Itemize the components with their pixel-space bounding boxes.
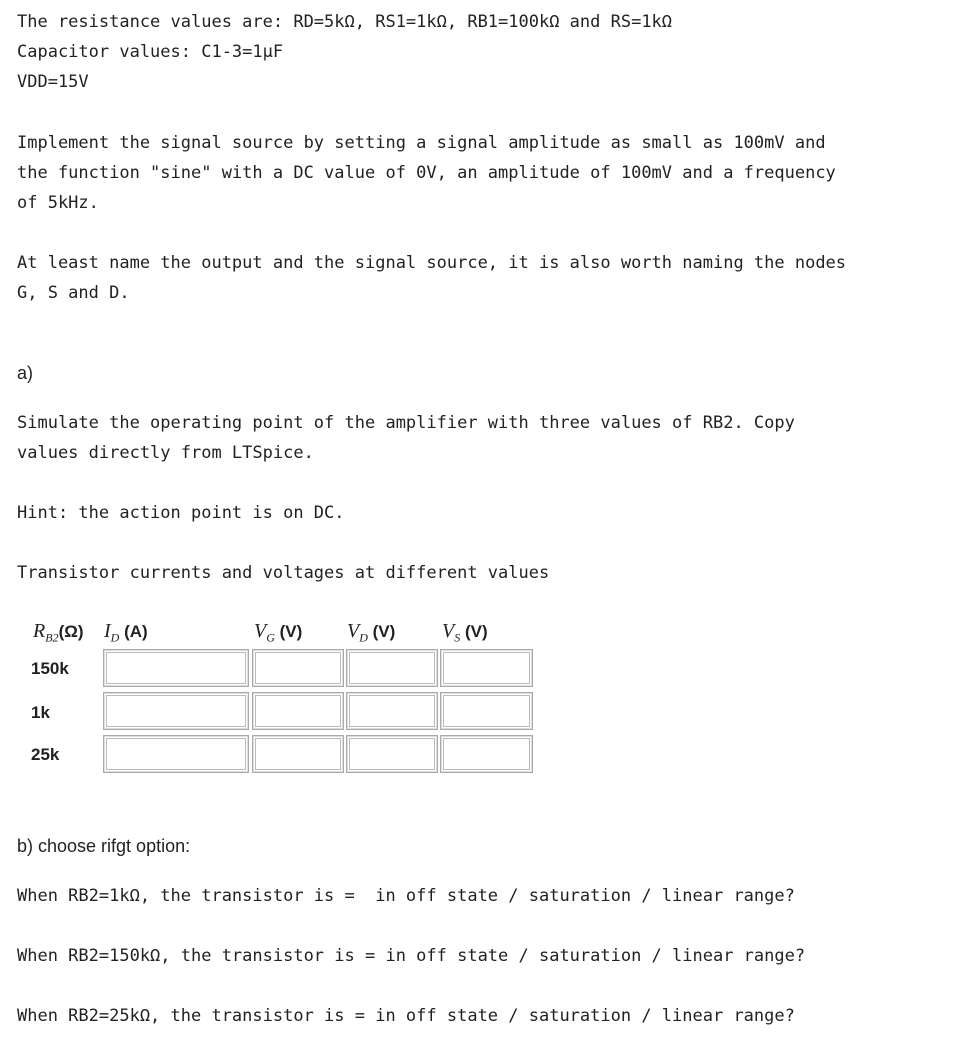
instruction-line: Simulate the operating point of the amplifier with three values of RB2. Copy bbox=[17, 413, 795, 433]
part-a-label: a) bbox=[17, 363, 34, 383]
question-rb2-150k: When RB2=150kΩ, the transistor is = in off state / saturation / linear range? bbox=[17, 946, 806, 966]
signal-line: Implement the signal source by setting a signal amplitude as small as 100mV and bbox=[17, 133, 826, 153]
input-vg-1k[interactable] bbox=[252, 692, 344, 730]
row-label-150k: 150k bbox=[31, 659, 69, 678]
input-vs-1k[interactable] bbox=[440, 692, 533, 730]
question-rb2-1k: When RB2=1kΩ, the transistor is = in off state / saturation / linear range? bbox=[17, 886, 795, 906]
header-vd: $V_D$ (V) bbox=[347, 620, 396, 645]
part-b-label: b) choose rifgt option: bbox=[17, 836, 191, 856]
signal-source-paragraph bbox=[17, 128, 917, 218]
resistance-values: The resistance values are: RD=5kΩ, RS1=1kΩ, RB1=100kΩ and RS=1kΩ bbox=[17, 12, 673, 32]
part-a-instruction bbox=[17, 408, 917, 468]
naming-line: G, S and D. bbox=[17, 283, 130, 303]
input-vg-150k[interactable] bbox=[252, 649, 344, 687]
input-vs-25k[interactable] bbox=[440, 735, 533, 773]
intro-block bbox=[17, 7, 917, 97]
header-rb2: $R_{B2}(\Omega)$ bbox=[33, 620, 84, 645]
vdd-value: VDD=15V bbox=[17, 72, 89, 92]
row-label-25k: 25k bbox=[31, 745, 60, 764]
row-label-1k: 1k bbox=[31, 703, 50, 722]
header-id: $I_D$ (A) bbox=[104, 620, 148, 645]
naming-line: At least name the output and the signal source, it is also worth naming the nodes bbox=[17, 253, 847, 273]
hint-text: Hint: the action point is on DC. bbox=[17, 503, 345, 523]
naming-paragraph bbox=[17, 248, 917, 308]
input-id-1k[interactable] bbox=[103, 692, 249, 730]
header-vg: $V_G$ (V) bbox=[254, 620, 303, 645]
input-vs-150k[interactable] bbox=[440, 649, 533, 687]
instruction-line: values directly from LTSpice. bbox=[17, 443, 314, 463]
signal-line: the function "sine" with a DC value of 0V, an amplitude of 100mV and a frequency bbox=[17, 163, 836, 183]
input-id-25k[interactable] bbox=[103, 735, 249, 773]
input-vg-25k[interactable] bbox=[252, 735, 344, 773]
input-vd-150k[interactable] bbox=[346, 649, 438, 687]
input-vd-1k[interactable] bbox=[346, 692, 438, 730]
input-vd-25k[interactable] bbox=[346, 735, 438, 773]
header-vs: $V_S$ (V) bbox=[442, 620, 488, 645]
signal-line: of 5kHz. bbox=[17, 193, 99, 213]
capacitor-values: Capacitor values: C1-3=1µF bbox=[17, 42, 284, 62]
input-id-150k[interactable] bbox=[103, 649, 249, 687]
question-rb2-25k: When RB2=25kΩ, the transistor is = in off state / saturation / linear range? bbox=[17, 1006, 795, 1026]
table-caption: Transistor currents and voltages at different values bbox=[17, 563, 550, 583]
